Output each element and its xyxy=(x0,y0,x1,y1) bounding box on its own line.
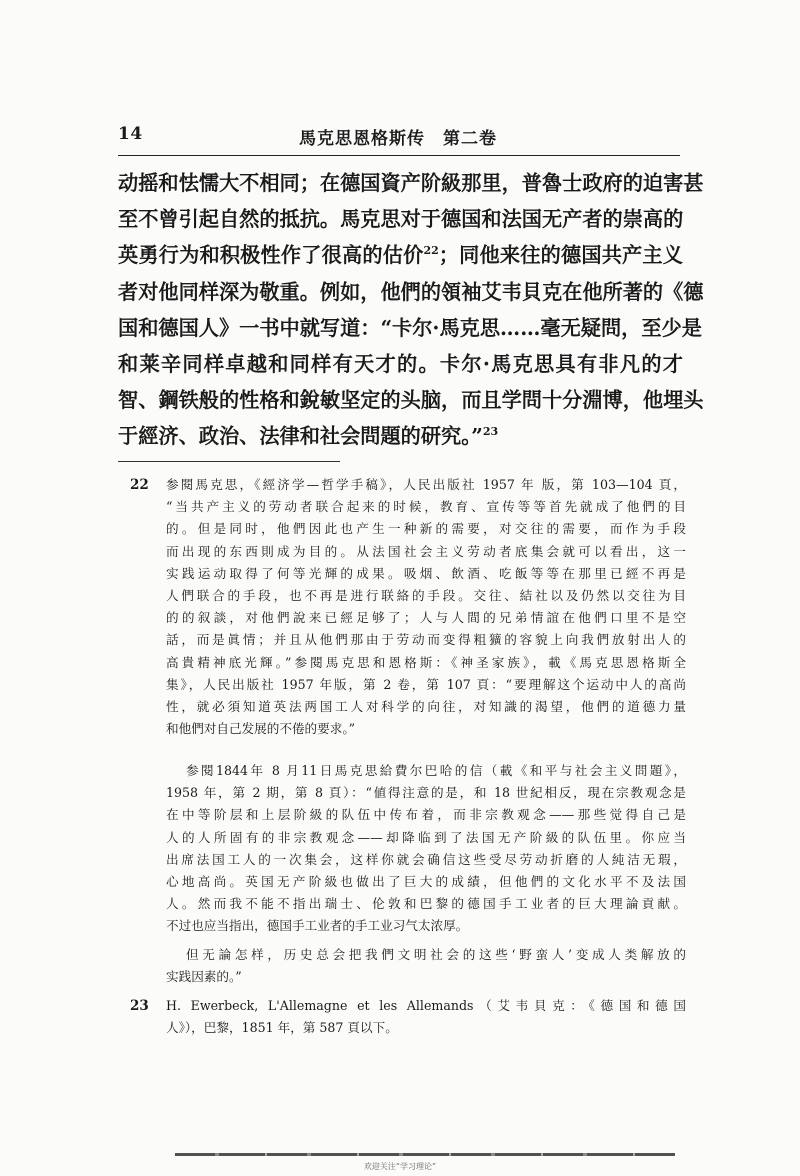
body-line: 智、鋼铁般的性格和銳敏坚定的头脑，而且学問十分淵博，他埋头 xyxy=(118,388,704,413)
running-title: 馬克思恩格斯传 第二卷 xyxy=(299,129,497,149)
footnote-line: 性，就必須知道英法两国工人对科学的向往，对知識的渴望，他們的道德力量 xyxy=(166,698,686,714)
footnote-line: 实践运动取得了何等光輝的成果。吸烟、飲酒、吃飯等等在那里已經不再是 xyxy=(166,565,686,581)
footnote-22-continued xyxy=(130,760,685,940)
main-text xyxy=(118,165,704,455)
footnote-line: 心地高尚。英国无产阶級也做出了巨大的成績，但他們的文化水平不及法国 xyxy=(166,873,686,889)
body-line: 动摇和怯懦大不相同；在德国資产阶級那里，普魯士政府的迫害甚 xyxy=(118,171,704,195)
footnote-line: 集》，人民出版社 1957 年版，第 2 卷，第 107 頁：“要理解这个运动中人的高尚 xyxy=(166,676,686,692)
footnote-line: 参閱1844年 8 月11日馬克思給費尔巴哈的信（載《和平与社会主义問題》， xyxy=(186,763,686,778)
footnote-text xyxy=(166,995,686,1039)
footnote-line: 实践因素的。” xyxy=(166,969,242,985)
footnote-ref-22: 22 xyxy=(423,244,439,258)
footnote-ref-23: 23 xyxy=(482,425,499,439)
footnote-number: 22 xyxy=(130,477,149,493)
footnote-number: 23 xyxy=(130,998,149,1014)
header-rule xyxy=(118,155,680,156)
scan-edge-bar xyxy=(175,1153,675,1156)
body-line xyxy=(118,237,683,273)
footnote-line: 人。然而我不能不指出瑞士、伦敦和巴黎的德国手工业者的巨大理論貢献。 xyxy=(166,896,686,912)
footnote-rule xyxy=(118,461,340,462)
body-line: 和莱辛同样卓越和同样有天才的。卡尔·馬克思具有非凡的才 xyxy=(118,351,683,376)
footnote-line: 人》），巴黎，1851 年，第 587 頁以下。 xyxy=(166,1020,398,1036)
body-line xyxy=(118,418,683,454)
footnote-line: 人們联合的手段，也不再是进行联絡的手段。交往、結社以及仍然以交往为目 xyxy=(166,587,686,603)
footnote-line: 不过也应当指出，德国手工业者的手工业习气太浓厚。 xyxy=(166,918,469,934)
body-line: 者对他同样深为敬重。例如，他們的領袖艾韦貝克在他所著的《德 xyxy=(118,279,704,304)
footnote-line: 参閱馬克思，《經济学—哲学手稿》，人民出版社 1957 年 版，第 103—104 頁， xyxy=(166,477,686,492)
footnote-text xyxy=(166,760,686,938)
footer-watermark: 欢迎关注“学习理论” xyxy=(363,1162,437,1171)
footnote-line: 而出现的东西則成为目的。从法国社会主义劳动者底集会就可以看出，这一 xyxy=(166,543,686,559)
page-number: 14 xyxy=(118,124,143,144)
footnote-line: H. Ewerbeck, L'Allemagne et les Allemands（艾韦貝克：《德国和德国 xyxy=(166,998,686,1013)
footnote-line: 出席法国工人的一次集会，这样你就会确信这些受尽劳动折磨的人純洁无瑕， xyxy=(166,851,686,867)
footnote-22-conclusion xyxy=(130,944,685,994)
footnote-line: 的。但是同时，他們因此也产生一种新的需要，对交往的需要，而作为手段 xyxy=(166,521,686,537)
footnote-line: “当共产主义的劳动者联合起来的时候，教育、宣传等等首先就成了他們的目 xyxy=(166,499,686,515)
body-line-text: ；同他来往的德国共产主义 xyxy=(438,243,683,268)
footnote-line: 但无論怎样，历史总会把我們文明社会的这些‘野蛮人’变成人类解放的 xyxy=(186,947,686,962)
footnote-line: 和他們对自己发展的不倦的要求。” xyxy=(166,721,356,737)
body-line: 至不曾引起自然的抵抗。馬克思对于德国和法国无产者的崇高的 xyxy=(118,207,684,232)
page-header xyxy=(118,120,678,154)
footnote-line: 在中等阶层和上层阶級的队伍中传布着，而非宗教观念——那些觉得自己是 xyxy=(166,807,686,823)
footnote-text xyxy=(166,944,686,988)
body-line: 国和德国人》一书中就写道：“卡尔·馬克思……毫无疑問，至少是 xyxy=(118,315,702,340)
footnote-text xyxy=(166,474,686,740)
footnote-line: 的的叙談，对他們說来已經足够了；人与人間的兄弟情誼在他們口里不是空 xyxy=(166,610,686,626)
footnote-line: 人的人所固有的非宗教观念——却降临到了法国无产阶級的队伍里。你应当 xyxy=(166,829,686,845)
footnote-line: 1958 年，第 2 期，第 8 頁）：“値得注意的是，和 18 世紀相反，現在宗教观念是 xyxy=(166,785,686,801)
footnote-22 xyxy=(130,474,685,759)
body-line-text: 英勇行为和积极性作了很高的估价 xyxy=(118,243,424,268)
footnote-line: 話，而是眞情；并且从他們那由于劳动而变得粗獷的容貌上向我們放射出人的 xyxy=(166,632,686,648)
footnote-23 xyxy=(130,995,685,1041)
body-line-text: 于經济、政治、法律和社会問題的研究。” xyxy=(118,424,483,449)
footnote-line: 高貴精神底光輝。”参閱馬克思和恩格斯：《神圣家族》，載《馬克思恩格斯全 xyxy=(166,654,686,670)
